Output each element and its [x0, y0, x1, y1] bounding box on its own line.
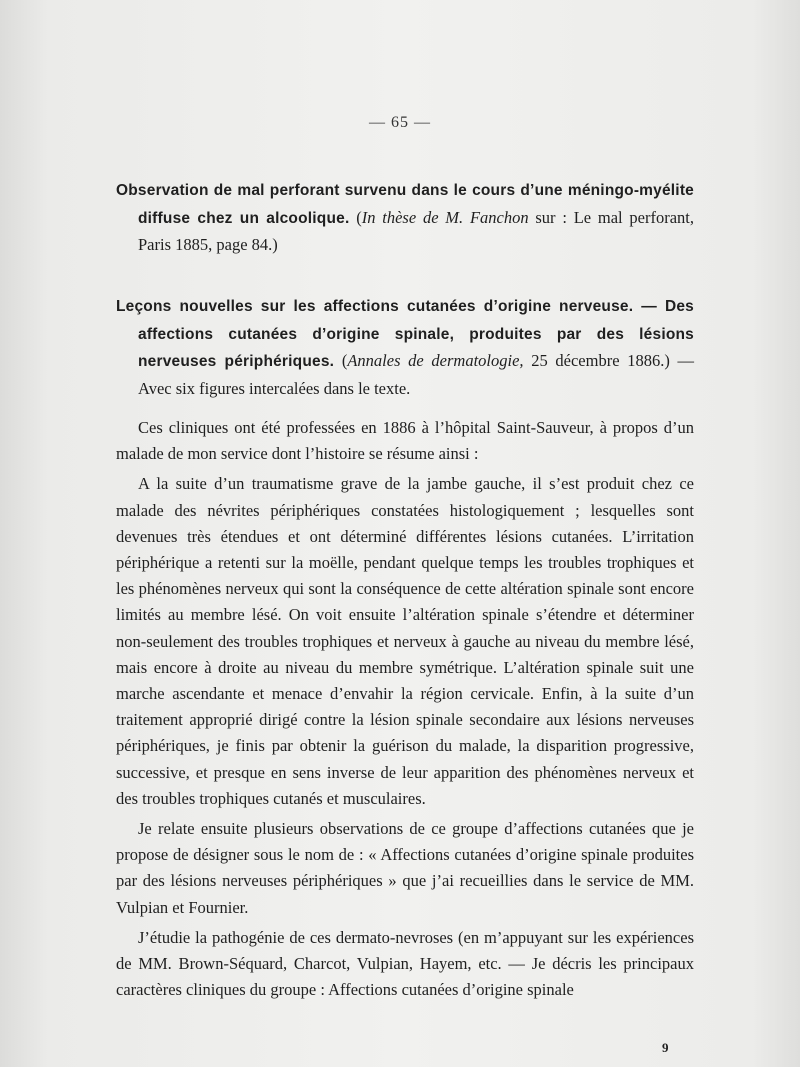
bibliography-entry: [116, 177, 694, 259]
entry-text: [116, 177, 694, 259]
entry-ref-rest: 25 décembre 1886.) — Avec six figures intercalées dans le texte.: [138, 351, 695, 398]
bibliography-entry: [116, 293, 694, 402]
entry-ref-open: (: [334, 351, 348, 370]
paragraph: J’étudie la pathogénie de ces dermato-nevroses (en m’appuyant sur les expériences de MM. Brown-Séquard, Charcot, Vulpian, Hayem, etc. — Je décris les principaux caractères cliniques du groupe : Affections cutanées d’origine spinale: [116, 927, 694, 1000]
entry-text: [116, 293, 694, 402]
page-number: — 65 —: [369, 114, 431, 131]
body-text: [116, 415, 694, 1007]
paragraph: A la suite d’un traumatisme grave de la jambe gauche, il s’est produit chez ce malade des névrites périphériques constatées histologiquement ; lesquelles sont devenues très étendues et ont déterminé différentes lésions cutanées. L’irritation périphérique a retenti sur la moëlle, pendant quelque temps les troubles trophiques et les phénomènes nerveux qui sont la conséquence de cette altération spinale sont encore limités au membre lésé. On voit ensuite l’altération spinale s’étendre et déterminer non-seulement des troubles trophiques et nerveux à gauche au niveau du membre lésé, mais encore à droite au niveau du membre symétrique. L’altération spinale suit une marche ascendante et menace d’envahir la région cervicale. Enfin, à la suite d’un traitement approprié dirigé contre la lésion spinale secondaire aux lésions nerveuses périphériques, je finis par obtenir la guérison du malade, la disparition progressive, successive, et presque en sens inverse de leur apparition des phénomènes nerveux et des troubles trophiques cutanés et musculaires.: [116, 474, 694, 808]
paragraph: Ces cliniques ont été professées en 1886 à l’hôpital Saint-Sauveur, à propos d’un malade de mon service dont l’histoire se résume ainsi :: [116, 418, 694, 464]
signature-mark: 9: [662, 1040, 669, 1055]
entry-title: Observation de mal perforant survenu dans le cours d’une méningo-myélite diffuse chez un alcoolique.: [116, 182, 694, 227]
entry-ref-open: (: [349, 207, 362, 227]
entry-ref-italic: In thèse de M. Fanchon: [361, 207, 529, 227]
entry-ref-rest: sur : Le mal perforant, Paris 1885, page 84.): [138, 207, 694, 254]
entry-title: Leçons nouvelles sur les affections cutanées d’origine nerveuse. — Des affections cutanées d’origine spinale, produites par des lésions nerveuses périphériques.: [116, 298, 694, 370]
paragraph: Je relate ensuite plusieurs observations de ce groupe d’affections cutanées que je propose de désigner sous le nom de : « Affections cutanées d’origine spinale produites par des lésions nerveuses périphériques » que j’ai recueillies dans le service de MM. Vulpian et Fournier.: [116, 819, 694, 917]
entry-ref-italic: Annales de dermatologie,: [347, 351, 524, 370]
